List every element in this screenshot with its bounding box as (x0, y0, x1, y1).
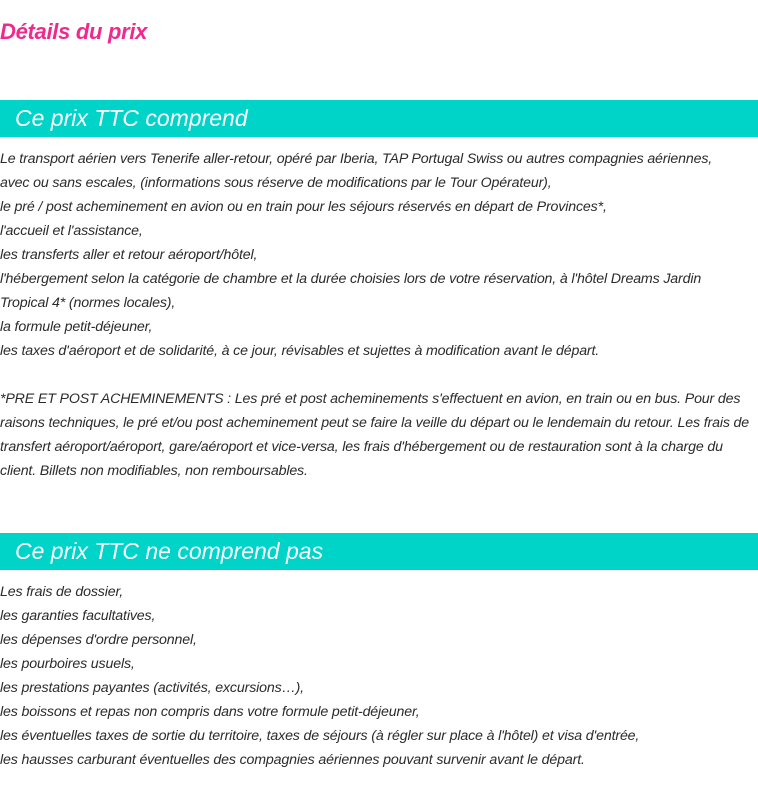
includes-item: Tropical 4* (normes locales), (0, 295, 176, 311)
includes-item: Le transport aérien vers Tenerife aller-retour, opéré par Iberia, TAP Portugal Swiss ou autres compagnies aériennes, (0, 151, 713, 167)
includes-item: avec ou sans escales, (informations sous réserve de modifications par le Tour Opérateur), (0, 175, 552, 191)
excludes-item: les pourboires usuels, (0, 656, 135, 672)
excludes-item: les prestations payantes (activités, excursions…), (0, 680, 304, 696)
excludes-list (0, 580, 752, 772)
excludes-item: les hausses carburant éventuelles des compagnies aériennes pouvant survenir avant le départ. (0, 752, 585, 768)
includes-item: le pré / post acheminement en avion ou en train pour les séjours réservés en départ de Provinces*, (0, 199, 607, 215)
excludes-section-heading: Ce prix TTC ne comprend pas (0, 533, 758, 570)
page-title: Détails du prix (0, 19, 148, 44)
includes-list (0, 147, 752, 363)
excludes-item: les garanties facultatives, (0, 608, 156, 624)
includes-item: l'accueil et l'assistance, (0, 223, 143, 239)
pre-post-transfer-note (0, 387, 752, 483)
includes-item: les transferts aller et retour aéroport/hôtel, (0, 247, 258, 263)
transfer-note-text: *PRE ET POST ACHEMINEMENTS : Les pré et post acheminements s'effectuent en avion, en train ou en bus. Pour des raisons techniques, le pré et/ou post acheminement peut se faire la veille du départ ou le lendemain du retour. Les frais de transfert aéroport/aéroport, gare/aéroport et vice-versa, les frais d'hébergement ou de restauration sont à la charge du client. Billets non modifiables, non remboursables. (0, 391, 750, 479)
includes-item: la formule petit-déjeuner, (0, 319, 153, 335)
excludes-item: les dépenses d'ordre personnel, (0, 632, 197, 648)
excludes-item: Les frais de dossier, (0, 584, 124, 600)
excludes-item: les éventuelles taxes de sortie du territoire, taxes de séjours (à régler sur place à l'hôtel) et visa d'entrée, (0, 728, 640, 744)
includes-section-heading: Ce prix TTC comprend (0, 100, 758, 137)
excludes-item: les boissons et repas non compris dans votre formule petit-déjeuner, (0, 704, 420, 720)
includes-item: les taxes d'aéroport et de solidarité, à ce jour, révisables et sujettes à modification avant le départ. (0, 343, 600, 359)
includes-item: l'hébergement selon la catégorie de chambre et la durée choisies lors de votre réservation, à l'hôtel Dreams Jardin (0, 271, 702, 287)
